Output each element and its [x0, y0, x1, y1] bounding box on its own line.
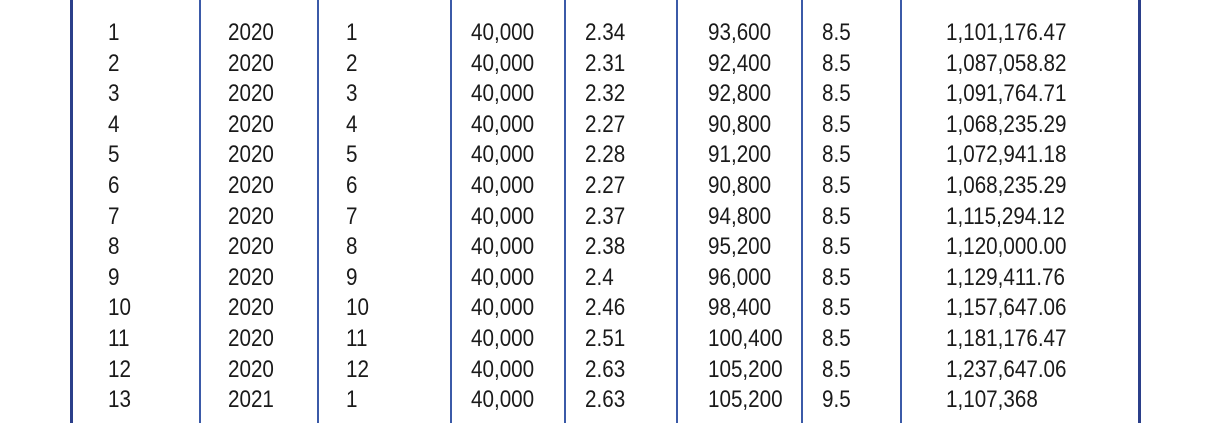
amount-cell: 98,400	[708, 294, 772, 322]
total-cell: 1,068,235.29	[946, 110, 1067, 138]
factor-cell: 8.5	[822, 355, 851, 383]
quantity-cell: 40,000	[471, 80, 535, 108]
rate-cell: 2.38	[585, 233, 626, 261]
row-index-cell: 1	[108, 19, 120, 46]
amount-cell: 94,800	[708, 202, 772, 230]
month-cell: 1	[346, 19, 358, 46]
year-cell: 2020	[228, 49, 274, 77]
column-divider	[564, 0, 566, 423]
rate-cell: 2.46	[585, 294, 626, 322]
amount-cell: 100,400	[708, 325, 783, 352]
column-divider	[199, 0, 201, 423]
total-cell: 1,101,176.47	[946, 19, 1067, 46]
row-index-cell: 5	[108, 141, 120, 169]
month-cell: 2	[346, 49, 358, 77]
total-cell: 1,237,647.06	[946, 355, 1067, 383]
year-cell: 2020	[228, 294, 274, 322]
rate-cell: 2.27	[585, 110, 626, 138]
quantity-cell: 40,000	[471, 325, 535, 352]
row-index-cell: 3	[108, 80, 120, 108]
total-cell: 1,091,764.71	[946, 80, 1067, 108]
row-index-cell: 7	[108, 202, 120, 230]
quantity-cell: 40,000	[471, 172, 535, 199]
row-index-cell: 10	[108, 294, 131, 322]
row-index-cell: 9	[108, 263, 120, 291]
total-cell: 1,120,000.00	[946, 233, 1067, 261]
amount-cell: 105,200	[708, 355, 783, 383]
rate-cell: 2.4	[585, 263, 614, 291]
year-cell: 2020	[228, 110, 274, 138]
month-cell: 8	[346, 233, 358, 261]
amount-cell: 105,200	[708, 386, 783, 414]
month-cell: 7	[346, 202, 358, 230]
row-index-cell: 2	[108, 49, 120, 77]
factor-cell: 8.5	[822, 110, 851, 138]
amount-cell: 92,400	[708, 49, 772, 77]
factor-cell: 8.5	[822, 49, 851, 77]
rate-cell: 2.31	[585, 49, 626, 77]
table-left-border	[70, 0, 73, 423]
total-cell: 1,129,411.76	[946, 263, 1065, 291]
quantity-cell: 40,000	[471, 386, 535, 414]
month-cell: 3	[346, 80, 358, 108]
total-cell: 1,072,941.18	[946, 141, 1067, 169]
table-right-border	[1138, 0, 1141, 423]
factor-cell: 8.5	[822, 263, 851, 291]
year-cell: 2020	[228, 19, 274, 46]
total-cell: 1,068,235.29	[946, 172, 1067, 199]
year-cell: 2021	[228, 386, 274, 414]
factor-cell: 8.5	[822, 294, 851, 322]
row-index-cell: 11	[108, 325, 130, 352]
quantity-cell: 40,000	[471, 110, 535, 138]
rate-cell: 2.27	[585, 172, 626, 199]
column-divider	[801, 0, 803, 423]
rate-cell: 2.32	[585, 80, 626, 108]
amount-cell: 91,200	[708, 141, 772, 169]
month-cell: 6	[346, 172, 358, 199]
month-cell: 4	[346, 110, 358, 138]
column-divider	[676, 0, 678, 423]
amount-cell: 96,000	[708, 263, 772, 291]
total-cell: 1,087,058.82	[946, 49, 1067, 77]
rate-cell: 2.63	[585, 386, 626, 414]
year-cell: 2020	[228, 355, 274, 383]
row-index-cell: 4	[108, 110, 120, 138]
quantity-cell: 40,000	[471, 202, 535, 230]
amount-cell: 92,800	[708, 80, 772, 108]
column-divider	[450, 0, 452, 423]
quantity-cell: 40,000	[471, 141, 535, 169]
month-cell: 11	[346, 325, 368, 352]
factor-cell: 8.5	[822, 202, 851, 230]
factor-cell: 8.5	[822, 233, 851, 261]
month-cell: 10	[346, 294, 369, 322]
row-index-cell: 13	[108, 386, 131, 414]
quantity-cell: 40,000	[471, 233, 535, 261]
factor-cell: 8.5	[822, 19, 851, 46]
quantity-cell: 40,000	[471, 294, 535, 322]
amount-cell: 90,800	[708, 110, 772, 138]
column-divider	[317, 0, 319, 423]
factor-cell: 9.5	[822, 386, 851, 414]
column-divider	[900, 0, 902, 423]
year-cell: 2020	[228, 141, 274, 169]
factor-cell: 8.5	[822, 172, 851, 199]
factor-cell: 8.5	[822, 141, 851, 169]
factor-cell: 8.5	[822, 325, 851, 352]
amount-cell: 95,200	[708, 233, 772, 261]
year-cell: 2020	[228, 325, 274, 352]
month-cell: 1	[346, 386, 358, 414]
total-cell: 1,157,647.06	[946, 294, 1067, 322]
rate-cell: 2.51	[585, 325, 626, 352]
total-cell: 1,181,176.47	[946, 325, 1067, 352]
year-cell: 2020	[228, 233, 274, 261]
quantity-cell: 40,000	[471, 49, 535, 77]
rate-cell: 2.34	[585, 19, 626, 46]
year-cell: 2020	[228, 80, 274, 108]
quantity-cell: 40,000	[471, 263, 535, 291]
quantity-cell: 40,000	[471, 355, 535, 383]
total-cell: 1,115,294.12	[946, 202, 1065, 230]
year-cell: 2020	[228, 263, 274, 291]
total-cell: 1,107,368	[946, 386, 1038, 414]
amount-cell: 90,800	[708, 172, 772, 199]
quantity-cell: 40,000	[471, 19, 535, 46]
row-index-cell: 12	[108, 355, 131, 383]
month-cell: 5	[346, 141, 358, 169]
rate-cell: 2.63	[585, 355, 626, 383]
row-index-cell: 6	[108, 172, 120, 199]
factor-cell: 8.5	[822, 80, 851, 108]
year-cell: 2020	[228, 202, 274, 230]
row-index-cell: 8	[108, 233, 120, 261]
rate-cell: 2.37	[585, 202, 626, 230]
month-cell: 9	[346, 263, 358, 291]
rate-cell: 2.28	[585, 141, 626, 169]
year-cell: 2020	[228, 172, 274, 199]
amount-cell: 93,600	[708, 19, 772, 46]
month-cell: 12	[346, 355, 369, 383]
